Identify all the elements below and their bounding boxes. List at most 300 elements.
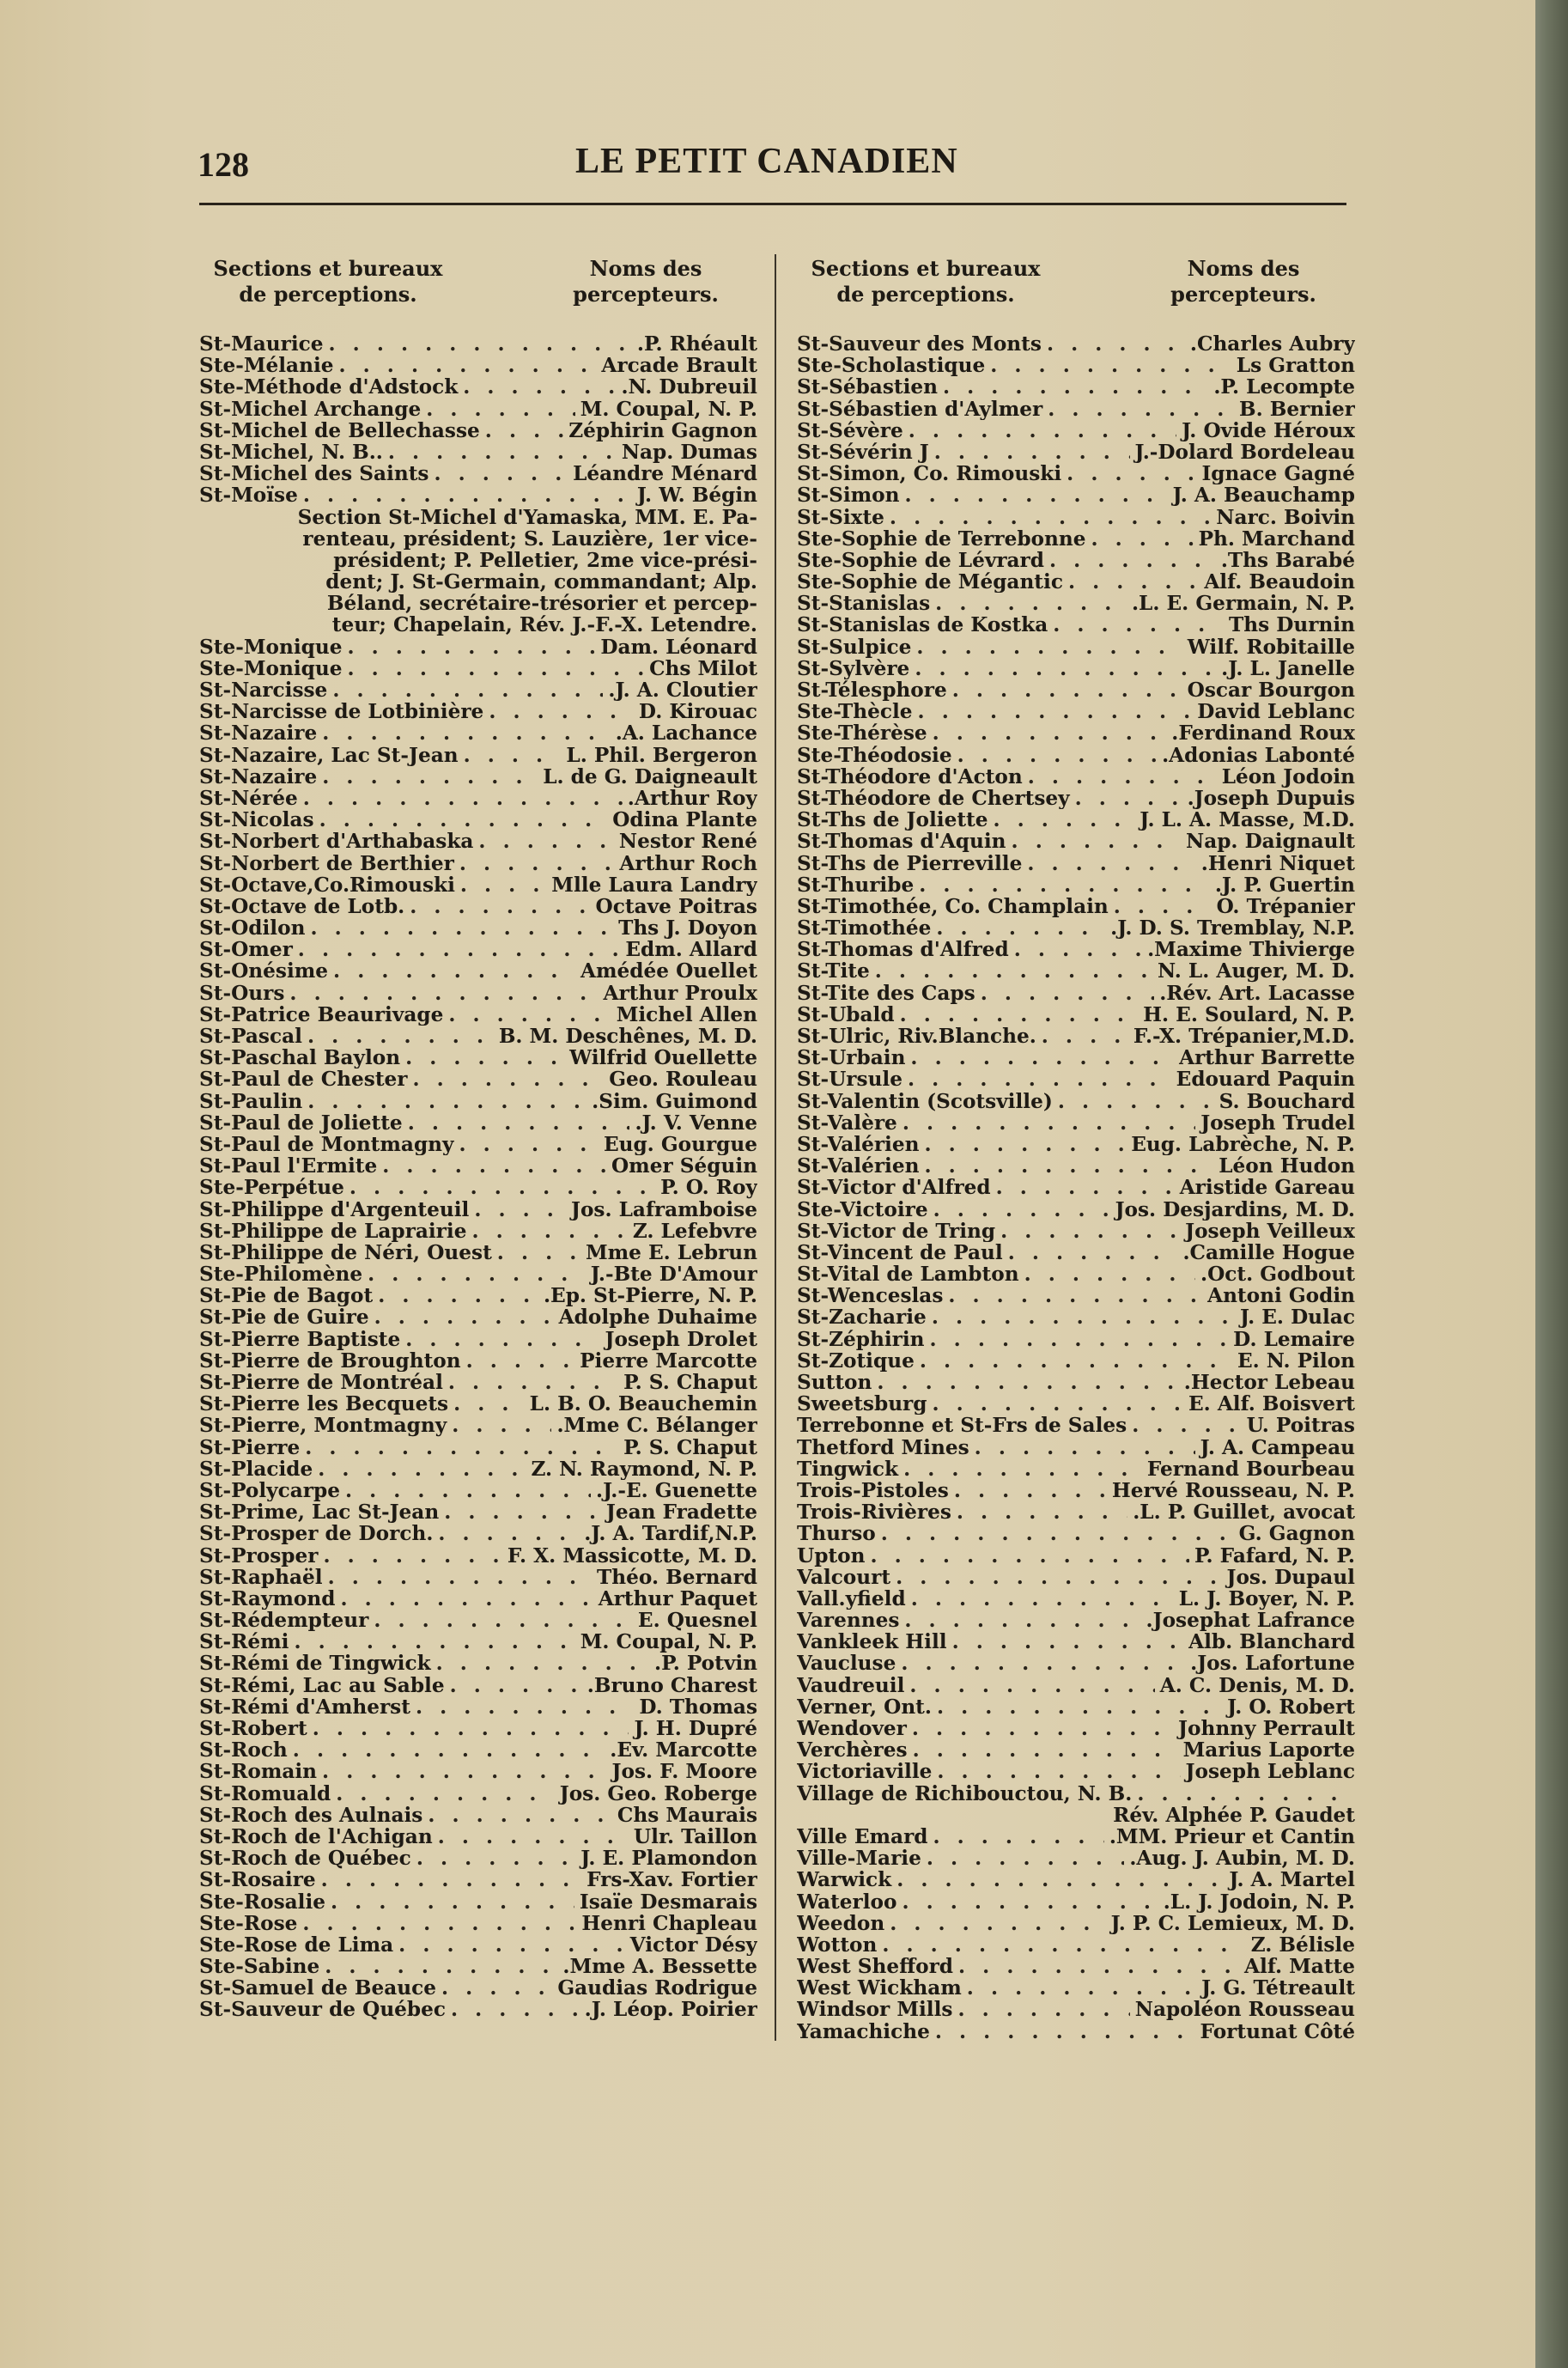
entry-collector: Zéphirin Gagnon [568,419,757,441]
leader-dots [896,1567,1221,1588]
entry-place: Ste-Philomène [199,1263,363,1286]
entry-place: St-Paschal Baylon [199,1047,401,1069]
entry-place: St-Philippe d'Argenteuil [199,1198,470,1221]
list-item [797,658,1355,679]
list-item [199,874,757,896]
list-item [199,896,757,917]
leader-dots [981,983,1155,1004]
list-item [199,1350,757,1372]
list-item [199,1891,757,1913]
entry-place: St-Thomas d'Aquin [797,831,1006,853]
entry-collector: Amédée Ouellet [580,960,757,983]
entry-place: St-Paul l'Ermite [199,1155,378,1178]
entry-place: St-Patrice Beaurivage [199,1003,444,1026]
entry-collector: Z. N. Raymond, N. P. [531,1458,757,1480]
leader-dots [936,917,1105,939]
leader-dots [994,809,1135,831]
entry-collector: Chs Milot [649,657,757,679]
entry-place: St-Sévère [797,419,903,441]
entry-collector: .Jos. Lafortune [1190,1653,1355,1675]
entry-collector: E. N. Pilon [1237,1349,1355,1372]
leader-dots [909,1675,1154,1696]
entry-place: St-Valérien [797,1155,920,1178]
list-item [199,1501,757,1523]
entry-place: St-Rémi d'Amherst [199,1695,410,1718]
leader-dots [905,484,1168,506]
leader-dots [322,722,610,744]
entry-collector: .J. P. Guertin [1214,874,1355,896]
list-item [797,917,1355,939]
leader-dots [1067,463,1196,484]
leader-dots [932,1393,1183,1415]
right-column [797,256,1355,2042]
entry-place: St-Sévérin J [797,441,929,464]
list-item [797,679,1355,701]
list-item [797,1415,1355,1436]
section-note-line: teur; Chapelain, Rév. J.-F.-X. Letendre. [331,613,757,637]
leader-dots [451,1999,580,2020]
entry-collector: Aristide Gareau [1179,1177,1355,1199]
leader-dots [303,788,623,809]
leader-dots [890,1913,1105,1934]
entry-place: St-Pierre [199,1436,301,1458]
book-spine-edge [1535,0,1568,2368]
leader-dots [310,917,613,939]
entry-place: St-Pierre de Montréal [199,1372,443,1394]
list-item [797,1588,1355,1610]
entry-collector: .J. Léop. Poirier [584,1999,757,2021]
entry-place: St-Philippe de Laprairie [199,1220,467,1242]
leader-dots [915,658,1216,679]
leader-dots [1042,1026,1128,1047]
leader-dots [436,1653,649,1674]
entry-place: St-Timothée, Co. Champlain [797,895,1109,918]
entry-collector: M. Coupal, N. P. [580,1631,757,1653]
leader-dots [325,1956,557,1977]
entry-place: St-Tite [797,960,870,983]
entry-collector: P. Fafard, N. P. [1194,1544,1355,1567]
list-item [199,1523,757,1544]
leader-dots [902,1891,1158,1913]
entry-place: St-Sylvère [797,657,910,679]
entry-place: Ste-Thècle [797,701,913,723]
leader-dots [474,1199,566,1221]
leader-dots [497,1242,580,1263]
leader-dots [388,441,617,463]
entry-place: St-Thomas d'Alfred [797,939,1009,961]
entry-place: Sutton [797,1372,872,1394]
entry-collector: Fortunat Côté [1200,2020,1355,2042]
entry-collector: .J. A. Tardif,N.P. [584,1523,757,1545]
entry-place: St-Omer [199,939,293,961]
entry-collector: Jean Fradette [605,1501,757,1524]
entry-collector: .Henri Niquet [1200,852,1355,874]
entry-place: Thetford Mines [797,1436,969,1458]
left-column-heading [199,256,757,313]
entry-collector: .Sim. Guimond [592,1090,757,1112]
entry-collector: .Ths Barabé [1220,549,1355,572]
entry-collector: .Oct. Godbout [1200,1263,1355,1286]
leader-dots [952,1631,1184,1653]
list-item [199,853,757,874]
leader-dots [307,1091,586,1112]
list-item [797,1523,1355,1544]
entry-collector: .Arthur Roy [627,787,757,810]
leader-dots [441,1977,552,1999]
entry-collector: Oscar Bourgon [1187,679,1355,702]
list-item [797,1631,1355,1653]
list-item [199,722,757,744]
entry-place: St-Octave de Lotb. [199,895,405,918]
entry-place: St-Ursule [797,1068,903,1091]
entry-place: St-Théodore d'Acton [797,765,1023,788]
entry-place: St-Stanislas [797,593,931,615]
entry-place: Ste-Sophie de Mégantic [797,571,1063,594]
list-item [797,1675,1355,1696]
entry-place: St-Odilon [199,917,306,940]
entry-place: Varennes [797,1610,900,1632]
entry-place: Ste-Rosalie [199,1890,326,1913]
entry-place: Wendover [797,1718,907,1740]
entry-place: Warwick [797,1869,892,1891]
leader-dots [935,2021,1195,2042]
leader-dots [930,1329,1229,1350]
list-item [199,1610,757,1631]
list-item [199,1826,757,1848]
leader-dots [932,1306,1235,1328]
entry-collector: Ls Gratton [1236,355,1355,377]
leader-dots [1012,831,1181,852]
entry-place: St-Nazaire, Lac St-Jean [199,744,459,766]
list-item [797,766,1355,788]
list-item [797,1913,1355,1934]
entry-collector: .Charles Aubry [1189,333,1355,356]
entry-place: St-Pie de Guire [199,1306,369,1329]
leader-dots [448,1372,618,1393]
leader-dots [453,1393,525,1415]
leader-dots [877,1372,1178,1393]
leader-dots [1114,896,1212,917]
entry-collector: .MM. Prieur et Cantin [1109,1825,1355,1848]
list-item [199,1913,757,1934]
leader-dots [881,1523,1234,1544]
entry-collector: P. S. Chaput [623,1372,757,1394]
entry-collector: O. Trépanier [1216,895,1355,918]
leader-dots [996,1177,1175,1198]
leader-dots [466,1350,574,1372]
list-item [797,1437,1355,1458]
entry-collector: Nestor René [618,831,757,853]
leader-dots [990,355,1231,376]
leader-dots [349,1177,655,1198]
leader-dots [303,484,632,506]
leader-dots [478,831,613,852]
entry-collector: Jos. Desjardins, M. D. [1115,1198,1355,1221]
list-item [797,614,1355,636]
entry-collector: .J. V. Venne [635,1111,757,1134]
leader-dots [307,1026,494,1047]
entry-place: Vall.yfield [797,1587,906,1610]
leader-dots [408,1112,630,1134]
entry-place: St-Rosaire [199,1869,316,1891]
entry-collector: Jos. Laframboise [570,1198,757,1221]
entry-place: Valcourt [797,1566,891,1588]
left-entries-top [199,333,757,507]
list-item [797,1891,1355,1913]
entry-place: St-Narcisse [199,679,328,702]
leader-dots [870,1545,1188,1567]
entry-collector: .A. Lachance [615,722,757,745]
entry-place: St-Pie de Bagot [199,1285,374,1307]
entry-collector: Gaudias Rodrigue [557,1977,757,2000]
entry-collector: A. C. Denis, M. D. [1159,1674,1355,1696]
entry-place: St-Victor de Tring [797,1220,996,1242]
leader-dots [1000,1221,1180,1242]
entry-place: St-Paul de Chester [199,1068,408,1091]
list-item [797,1480,1355,1501]
collectors-heading-line2: percepteurs. [573,282,719,307]
entry-place: St-Michel, N. B.. [199,441,383,464]
entry-collector: Nap. Daignault [1186,831,1355,853]
list-item [797,1545,1355,1567]
list-item [199,1956,757,1977]
entry-place: St-Rémi de Tingwick [199,1653,431,1675]
leader-dots [890,507,1211,528]
leader-dots [426,399,574,420]
entry-collector: .Ev. Marcotte [610,1739,757,1762]
entry-place: Ville Emard [797,1825,928,1848]
list-item [199,1285,757,1306]
list-item [797,1718,1355,1739]
section-note-line: dent; J. St-Germain, commandant; Alp. [325,570,757,594]
list-item [199,1696,757,1718]
entry-collector: .Ferdinand Roux [1171,722,1355,745]
entry-collector: Mme E. Lebrun [585,1241,757,1264]
entry-collector: L. B. O. Beauchemin [529,1393,757,1415]
entry-place: Sweetsburg [797,1393,927,1415]
section-note-line: Béland, secrétaire-trésorier et percep- [326,592,757,616]
entry-place: St-Sauveur de Québec [199,1999,447,2021]
leader-dots [374,1306,554,1328]
collectors-heading-line2: percepteurs. [1170,282,1316,307]
list-item [199,745,757,766]
entry-collector: H. E. Soulard, N. P. [1143,1003,1355,1026]
entry-place: Ville-Marie [797,1848,921,1870]
entry-place: St-Raymond [199,1587,336,1610]
leader-dots [927,1848,1125,1869]
leader-dots [485,420,563,441]
entry-collector: F. X. Massicotte, M. D. [507,1544,757,1567]
entry-collector: J. Ovide Héroux [1182,419,1355,441]
entry-collector: Théo. Bernard [597,1566,757,1588]
page-header [198,137,1348,198]
list-item [199,1458,757,1480]
entry-place: Ste-Sabine [199,1956,320,1978]
entry-place: St-Norbert d'Arthabaska [199,831,474,853]
entry-collector: D. Thomas [639,1695,757,1718]
entry-collector: Johnny Perrault [1178,1718,1355,1740]
leader-dots [1075,788,1182,809]
entry-place: St-Maurice [199,333,324,356]
entry-place: St-Robert [199,1718,307,1740]
list-item [199,701,757,722]
entry-collector: Wilf. Robitaille [1187,636,1355,658]
entry-collector: Mlle Laura Landry [551,874,757,896]
list-item [797,1329,1355,1350]
entry-place: St-Stanislas de Kostka [797,614,1048,636]
leader-dots [1008,1242,1178,1263]
entry-place: Ste-Mélanie [199,355,334,377]
entry-place: St-Sixte [797,506,884,528]
list-item [199,1242,757,1263]
entry-collector: J. P. C. Lemieux, M. D. [1110,1912,1355,1934]
entry-place: St-Pierre, Montmagny [199,1415,447,1437]
entry-collector: Michel Allen [616,1003,757,1026]
list-item [797,571,1355,593]
list-item [797,1999,1355,2020]
entry-place: Terrebonne et St-Frs de Sales [797,1415,1127,1437]
leader-dots [896,1869,1224,1890]
entry-collector: .Maxime Thivierge [1147,939,1355,961]
list-item [199,1869,757,1890]
list-item [199,333,757,355]
list-item [797,939,1355,960]
list-item [199,1372,757,1393]
entry-place: St-Ths de Joliette [797,809,988,831]
collectors-heading-line1: Noms des [589,256,702,281]
leader-dots [374,1610,633,1631]
entry-place: St-Michel de Bellechasse [199,419,480,441]
list-item [797,983,1355,1004]
right-column-heading [797,256,1355,313]
entry-place: Wotton [797,1933,878,1957]
section-note-line: président; P. Pelletier, 2me vice-prési- [333,548,757,572]
leader-dots [332,679,603,701]
section-note-line: renteau, président; S. Lauzière, 1er vice- [302,527,757,551]
list-item [797,1848,1355,1869]
list-item [199,1306,757,1328]
entry-place: Ste-Thérèse [797,722,927,745]
entry-place: St-Rémi [199,1631,289,1653]
leader-dots [294,1631,574,1653]
leader-dots [933,1826,1104,1848]
entry-place: Vaudreuil [797,1674,905,1696]
leader-dots [368,1263,586,1285]
leader-dots [434,463,568,484]
list-item [199,1805,757,1826]
list-item [797,1350,1355,1372]
leader-dots [410,896,590,917]
entry-collector: B. M. Deschênes, M. D. [498,1026,757,1048]
entry-collector: Arthur Roch [619,852,757,874]
leader-dots [937,1696,1222,1718]
entry-collector: Arthur Barrette [1179,1047,1355,1069]
entry-collector: J. H. Dupré [634,1718,757,1740]
leader-dots [464,745,562,766]
column-divider [775,254,776,2041]
list-item [797,463,1355,484]
list-item [797,1826,1355,1848]
entry-collector: Nap. Dumas [621,441,757,464]
leader-dots [331,1891,574,1913]
entry-collector: J. A. Martel [1229,1869,1355,1891]
list-item [199,1026,757,1047]
list-item [797,333,1355,355]
entry-collector: D. Lemaire [1233,1328,1355,1350]
entry-place: St-Théodore de Chertsey [797,787,1070,810]
entry-collector: J. O. Robert [1227,1695,1355,1718]
list-item [797,528,1355,550]
entry-collector: E. Alf. Boisvert [1188,1393,1355,1415]
entry-collector: Ph. Marchand [1198,527,1355,550]
entry-place: Ste-Sophie de Lévrard [797,549,1044,572]
list-item [797,1653,1355,1674]
list-item [797,1458,1355,1480]
entry-place: Upton [797,1544,866,1567]
leader-dots [957,1999,1129,2020]
entry-place: St-Tite des Caps [797,982,975,1004]
right-entries-top [797,333,1355,1783]
list-item [199,484,757,506]
list-item [199,463,757,484]
leader-dots [322,766,538,788]
list-item [797,399,1355,420]
entry-place: St-Valentin (Scotsville) [797,1090,1053,1112]
list-item [199,1112,757,1134]
entry-collector: N. L. Auger, M. D. [1158,960,1355,983]
entry-place: St-Timothée [797,917,932,940]
list-item [199,1588,757,1610]
entry-place: St-Pierre de Broughton [199,1349,461,1372]
leader-dots [957,745,1157,766]
sections-heading [199,256,457,307]
entry-collector: .Joseph Dupuis [1187,787,1355,810]
list-item [199,1437,757,1458]
sections-heading-line2: de perceptions. [836,282,1015,307]
list-item [199,1934,757,1956]
entry-collector: Henri Chapleau [581,1912,757,1934]
entry-collector: Joseph Drolet [605,1328,757,1350]
entry-place: St-Ths de Pierreville [797,852,1023,874]
entry-collector: .Mme A. Bessette [562,1956,757,1978]
list-item [797,1047,1355,1068]
entry-collector: Alf. Beaudoin [1204,571,1355,594]
entry-place: St-Wenceslas [797,1285,944,1307]
entry-collector: Pierre Marcotte [580,1349,757,1372]
entry-collector: Wilfrid Ouellette [569,1047,757,1069]
leader-dots [448,1004,611,1026]
section-note-line: Section St-Michel d'Yamaska, MM. E. Pa- [297,505,757,529]
entry-collector: L. Phil. Bergeron [566,744,757,766]
entry-place: St-Sébastien d'Aylmer [797,398,1043,420]
list-item [797,1372,1355,1393]
entry-place: St-Paulin [199,1090,303,1112]
leader-dots [444,1501,601,1523]
entry-place: Ste-Scholastique [797,355,986,377]
list-item [797,745,1355,766]
leader-dots [302,1913,576,1934]
entry-place: St-Michel des Saints [199,463,429,485]
entry-place: St-Ours [199,982,285,1004]
leader-dots [882,1934,1245,1956]
leader-dots [967,1977,1196,1999]
entry-collector: J. W. Bégin [636,484,757,507]
entry-collector: .Hector Lebeau [1183,1372,1355,1394]
list-item [199,1718,757,1739]
leader-dots [489,701,634,722]
entry-place: St-Samuel de Beauce [199,1977,437,2000]
entry-place: St-Prime, Lac St-Jean [199,1501,440,1524]
